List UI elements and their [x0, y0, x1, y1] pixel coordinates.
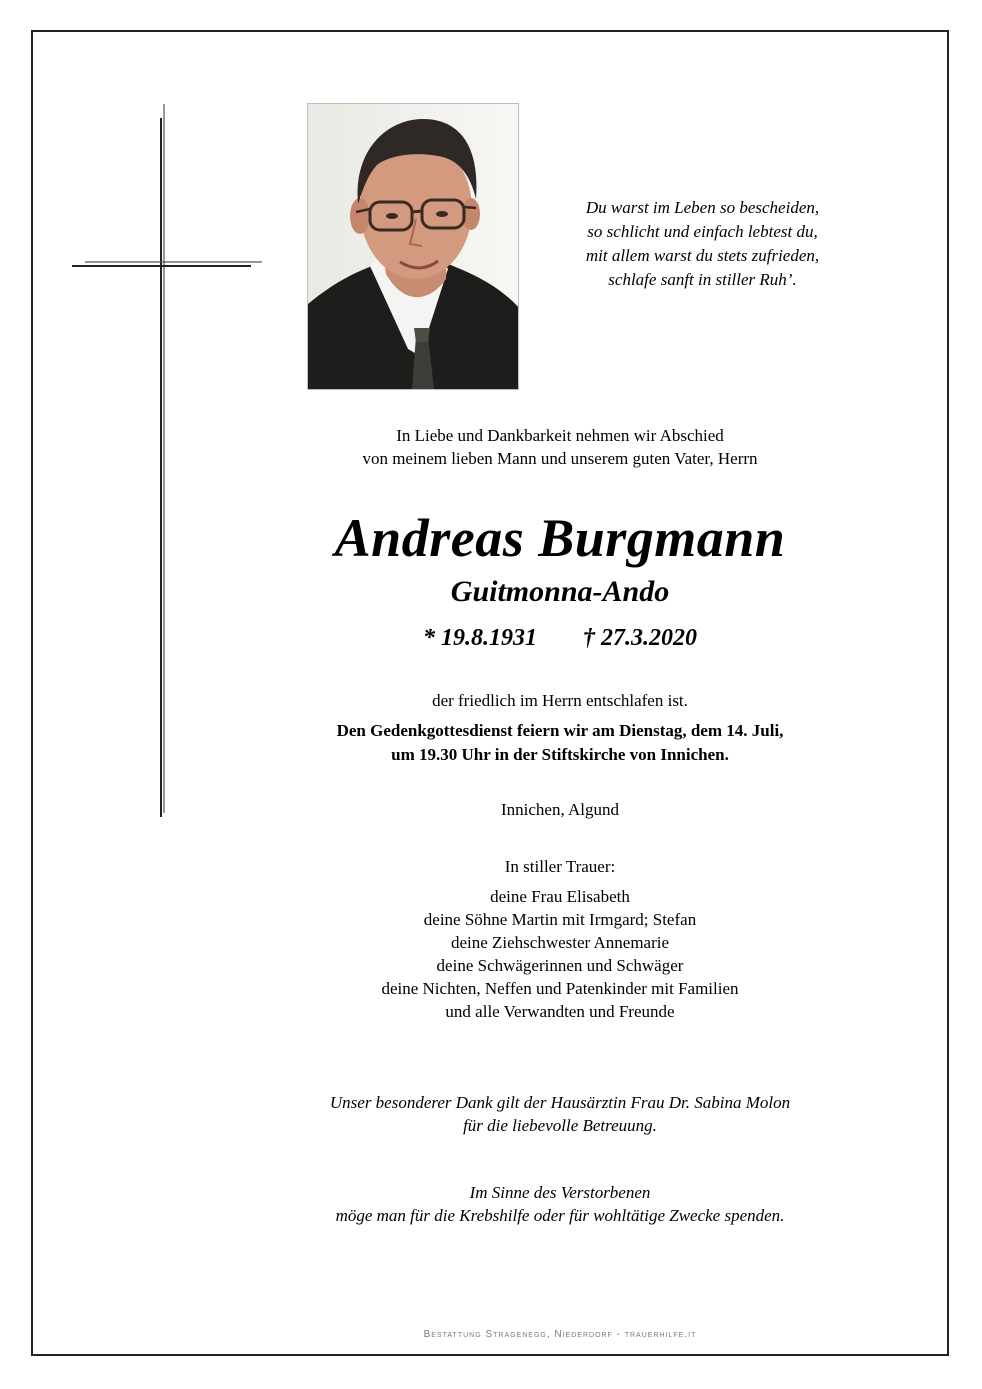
funeral-home-footer: Bestattung Stragenegg, Niederdorf - trauerhilfe.it [423, 1329, 697, 1340]
donation-line: Im Sinne des Verstorbenen [469, 1183, 651, 1202]
mourner-line: deine Ziehschwester Annemarie [450, 933, 670, 952]
service-line: Den Gedenkgottesdienst feiern wir am Dienstag, dem 14. Juli, [336, 721, 784, 740]
birth-date: * 19.8.1931 [423, 625, 537, 651]
thanks-line: für die liebevolle Betreuung. [463, 1116, 657, 1135]
mourner-line: deine Frau Elisabeth [490, 887, 630, 906]
thanks-note [260, 1091, 860, 1137]
mourning-title: In stiller Trauer: [504, 857, 616, 876]
memorial-poem [560, 196, 845, 292]
life-dates [260, 622, 860, 654]
passing-text: der friedlich im Herrn entschlafen ist. [432, 691, 688, 710]
death-date: † 27.3.2020 [583, 625, 697, 651]
deceased-name: Andreas Burgmann [334, 508, 786, 568]
intro-line: In Liebe und Dankbarkeit nehmen wir Abschied [396, 426, 724, 445]
mourner-line: deine Schwägerinnen und Schwäger [436, 956, 684, 975]
donation-note [260, 1181, 860, 1227]
intro-line: von meinem lieben Mann und unserem guten Vater, Herrn [362, 449, 758, 468]
memorial-service-info [260, 719, 860, 767]
poem-line: schlafe sanft in stiller Ruh’. [608, 270, 797, 289]
farewell-intro [260, 424, 860, 470]
donation-line: möge man für die Krebshilfe oder für wohltätige Zwecke spenden. [335, 1206, 785, 1225]
mourner-line: deine Nichten, Neffen und Patenkinder mit Familien [381, 979, 739, 998]
portrait-photo [307, 103, 519, 390]
deceased-nickname: Guitmonna-Ando [450, 575, 670, 608]
mourner-line: und alle Verwandten und Freunde [445, 1002, 675, 1021]
poem-line: mit allem warst du stets zufrieden, [585, 246, 820, 265]
thanks-line: Unser besonderer Dank gilt der Hausärztin Frau Dr. Sabina Molon [329, 1093, 791, 1112]
place-text: Innichen, Algund [500, 800, 620, 819]
mourner-line: deine Söhne Martin mit Irmgard; Stefan [423, 910, 697, 929]
service-line: um 19.30 Uhr in der Stiftskirche von Innichen. [391, 745, 729, 764]
mourners-list [260, 885, 860, 1023]
poem-line: Du warst im Leben so bescheiden, [585, 198, 820, 217]
poem-line: so schlicht und einfach lebtest du, [587, 222, 818, 241]
